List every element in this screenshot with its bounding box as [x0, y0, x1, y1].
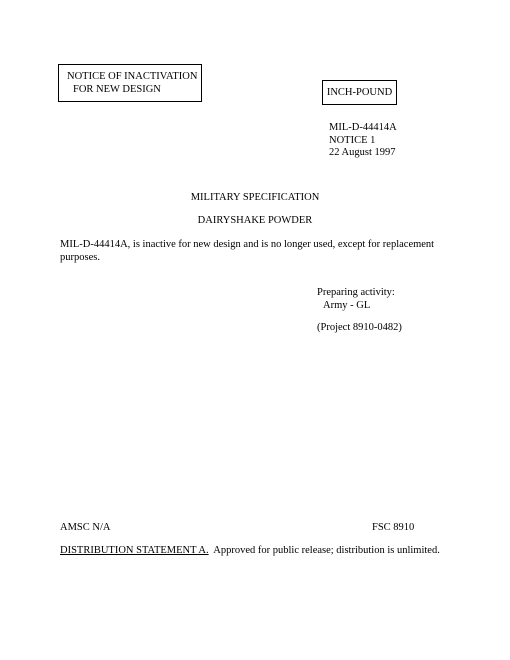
inch-pound-box: INCH-POUND	[322, 80, 397, 105]
project-number: (Project 8910-0482)	[317, 322, 402, 333]
preparing-activity-label: Preparing activity:	[317, 287, 395, 298]
inactivation-statement: MIL-D-44414A, is inactive for new design and is no longer used, except for replacement purposes.	[60, 239, 435, 263]
specification-title: MILITARY SPECIFICATION	[190, 192, 320, 203]
notice-date: 22 August 1997	[329, 147, 396, 158]
document-number: MIL-D-44414A	[329, 122, 397, 133]
notice-number: NOTICE 1	[329, 134, 376, 146]
preparing-activity-block	[317, 287, 395, 312]
distribution-text: Approved for public release; distribution is unlimited.	[208, 545, 440, 556]
inactivation-notice-box	[58, 64, 202, 102]
notice-box-line1: NOTICE OF INACTIVATION	[67, 71, 198, 82]
amsc-code: AMSC N/A	[60, 522, 111, 533]
distribution-label: DISTRIBUTION STATEMENT A.	[60, 545, 209, 556]
specification-name: DAIRYSHAKE POWDER	[197, 215, 313, 226]
preparing-activity-name: Army - GL	[323, 299, 371, 311]
distribution-statement	[60, 545, 440, 556]
notice-box-line2: FOR NEW DESIGN	[73, 83, 161, 95]
document-identifier	[329, 122, 397, 160]
fsc-code: FSC 8910	[372, 522, 415, 533]
